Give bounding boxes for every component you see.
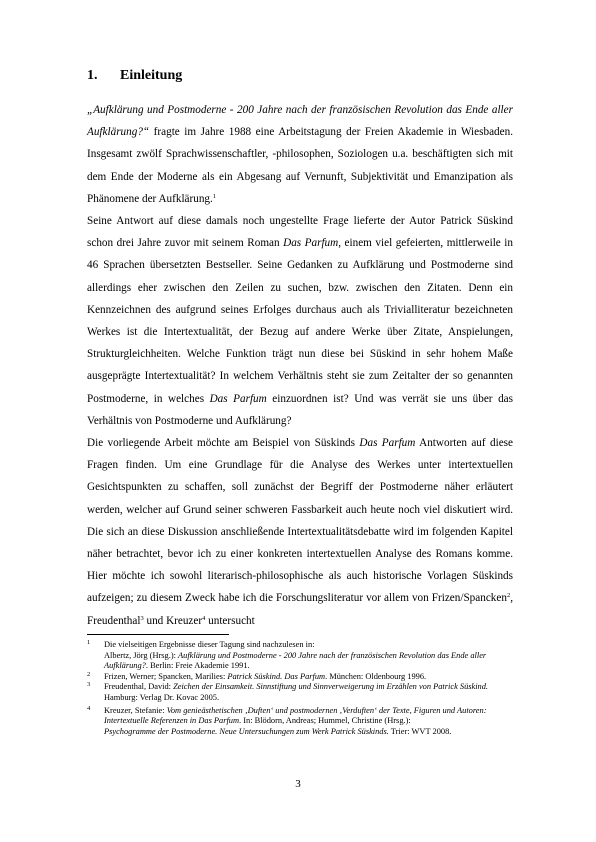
paragraph-text: , einem viel gefeierten, mittlerweile in 46 Sprachen übersetzten Bestseller. Seine Gedanken zu Aufklärung und Postmoderne sind allerdings eher zwischen den Zeilen zu suchen, bzw. zwischen den Zitaten. Denn ein Kennzeichnen des aufgrund seines Erfolges durchaus auch als Trivialliteratur bezeichneten Werkes ist die Intertextualität, der Bezug auf andere Werke über Zitate, Anspielungen, Strukturgleichheiten. Welche Funktion trägt nun diese bei Süskind in sehr hohem Maße ausgeprägte Intertextualität? In welchem Verhältnis steht sie zum Zeitalter der so genannten Postmoderne, in welches [87,237,513,405]
footnote-ref-2: 2 [506,592,511,600]
section-title: Einleitung [120,68,183,83]
citation-publisher: Hamburg: Verlag Dr. Kovac 2005. [104,692,220,702]
paragraph-text: , Freudenthal [87,592,513,627]
paragraph-text: Seine Antwort auf diese damals noch ungestellte Frage lieferte der Autor Patrick Süskind schon drei Jahre zuvor mit seinem Roman [87,215,513,250]
citation-title: Patrick Süskind. Das Parfum [227,671,326,681]
novel-title: Das Parfum [209,392,267,405]
citation-title: Aufklärung und Postmoderne - 200 Jahre nach der französischen Revolution das Ende aller Aufklärung? [104,650,487,671]
footnote-citation-cont [104,727,517,738]
footnote-mark: 3 [87,681,91,689]
footnote-3 [87,682,517,703]
citation-publisher: . In: Blödorn, Andreas; Hummel, Christine (Hrsg.): [239,716,411,726]
section-number: 1. [87,68,98,83]
body-text [87,99,513,632]
footnote-mark: 2 [87,670,91,678]
novel-title: Das Parfum [359,437,416,450]
novel-title: Das Parfum [283,237,339,250]
footnotes [87,640,517,737]
citation-author: Kreuzer, Stefanie: [104,705,167,715]
paragraph-3 [87,432,513,632]
footnote-mark: 1 [87,639,91,646]
section-heading [87,68,182,84]
footnote-ref-4: 4 [202,614,206,622]
footnote-text: Die vielseitigen Ergebnisse dieser Tagung sind nachzulesen in: [104,640,315,649]
paragraph-text: Antworten auf diese Fragen finden. Um eine Grundlage für die Analyse des Werkes unter intertextuellen Gesichtspunkten zu schaffen, soll zunächst der Begriff der Postmoderne näher erläutert werden, welcher auf Grund seiner schweren Fassbarkeit auch heute noch viel diskutiert wird. Die sich an diese Diskussion anschließende Intertextualitätsdebatte wird im folgenden Kapitel näher betrachtet, bevor ich zu einer konkreten intertextuellen Analyse des Romans komme. Hier möchte ich sowohl literarisch-philosophische als auch historische Vorlagen Süskinds aufzeigen; zu diesem Zweck habe ich die Forschungsliteratur vor allem von Frizen/Spancken [87,437,513,605]
paragraph-text: untersucht [205,614,255,627]
citation-author: Freudenthal, David: [104,682,174,692]
footnote-4 [87,706,517,738]
citation-publisher: . München: Oldenbourg 1996. [325,671,427,681]
citation-author: Frizen, Werner; Spancken, Marilies: [104,671,228,681]
citation-publisher: Trier: WVT 2008. [388,726,452,736]
footnote-citation [104,651,517,672]
citation-publisher: . Berlin: Freie Akademie 1991. [145,661,250,671]
footnote-2 [87,672,517,683]
paragraph-2 [87,210,513,432]
footnote-ref-1: 1 [212,192,217,200]
citation-title: Vom genieästhetischen ‚Duften‘ und postmodernen ‚Verduften‘ der Texte, Figuren und Autoren: Intertextuelle Referenzen in Das Parfum [104,705,487,726]
footnote-mark: 4 [87,704,91,712]
citation-title: Zeichen der Einsamkeit. Sinnstiftung und Sinnverweigerung im Erzählen von Patrick Süskind. [173,682,489,692]
footnote-citation [104,682,517,703]
paragraph-text: einzuordnen ist? Und was verrät sie uns über das Verhältnis von Postmoderne und Aufklärung? [87,392,513,427]
footnote-citation [104,672,517,683]
citation-author: Albertz, Jörg (Hrsg.): [104,650,179,660]
paragraph-text: fragte im Jahre 1988 eine Arbeitstagung der Freien Akademie in Wiesbaden. Insgesamt zwölf Sprachwissenschaftler, -philosophen, Soziologen u.a. beschäftigten sich mit dem Ende der Moderne als ein Abgesang auf Vernunft, Subjektivität und Emanzipation als Phänomene der Aufklärung. [87,126,513,205]
paragraph-text: Die vorliegende Arbeit möchte am Beispiel von Süskinds [87,437,360,450]
footnote-separator [87,634,229,635]
citation-title: Psychogramme der Postmoderne. Neue Untersuchungen zum Werk Patrick Süskinds. [104,726,389,736]
quote-title: „Aufklärung und Postmoderne - 200 Jahre nach der französischen Revolution das Ende aller Aufklärung?“ [87,104,513,139]
page-number: 3 [295,778,301,790]
paragraph-text: und Kreuzer [143,614,203,627]
footnote-citation [104,706,517,727]
footnote-1 [87,640,517,672]
paragraph-1 [87,99,513,210]
footnote-ref-3: 3 [140,614,144,622]
